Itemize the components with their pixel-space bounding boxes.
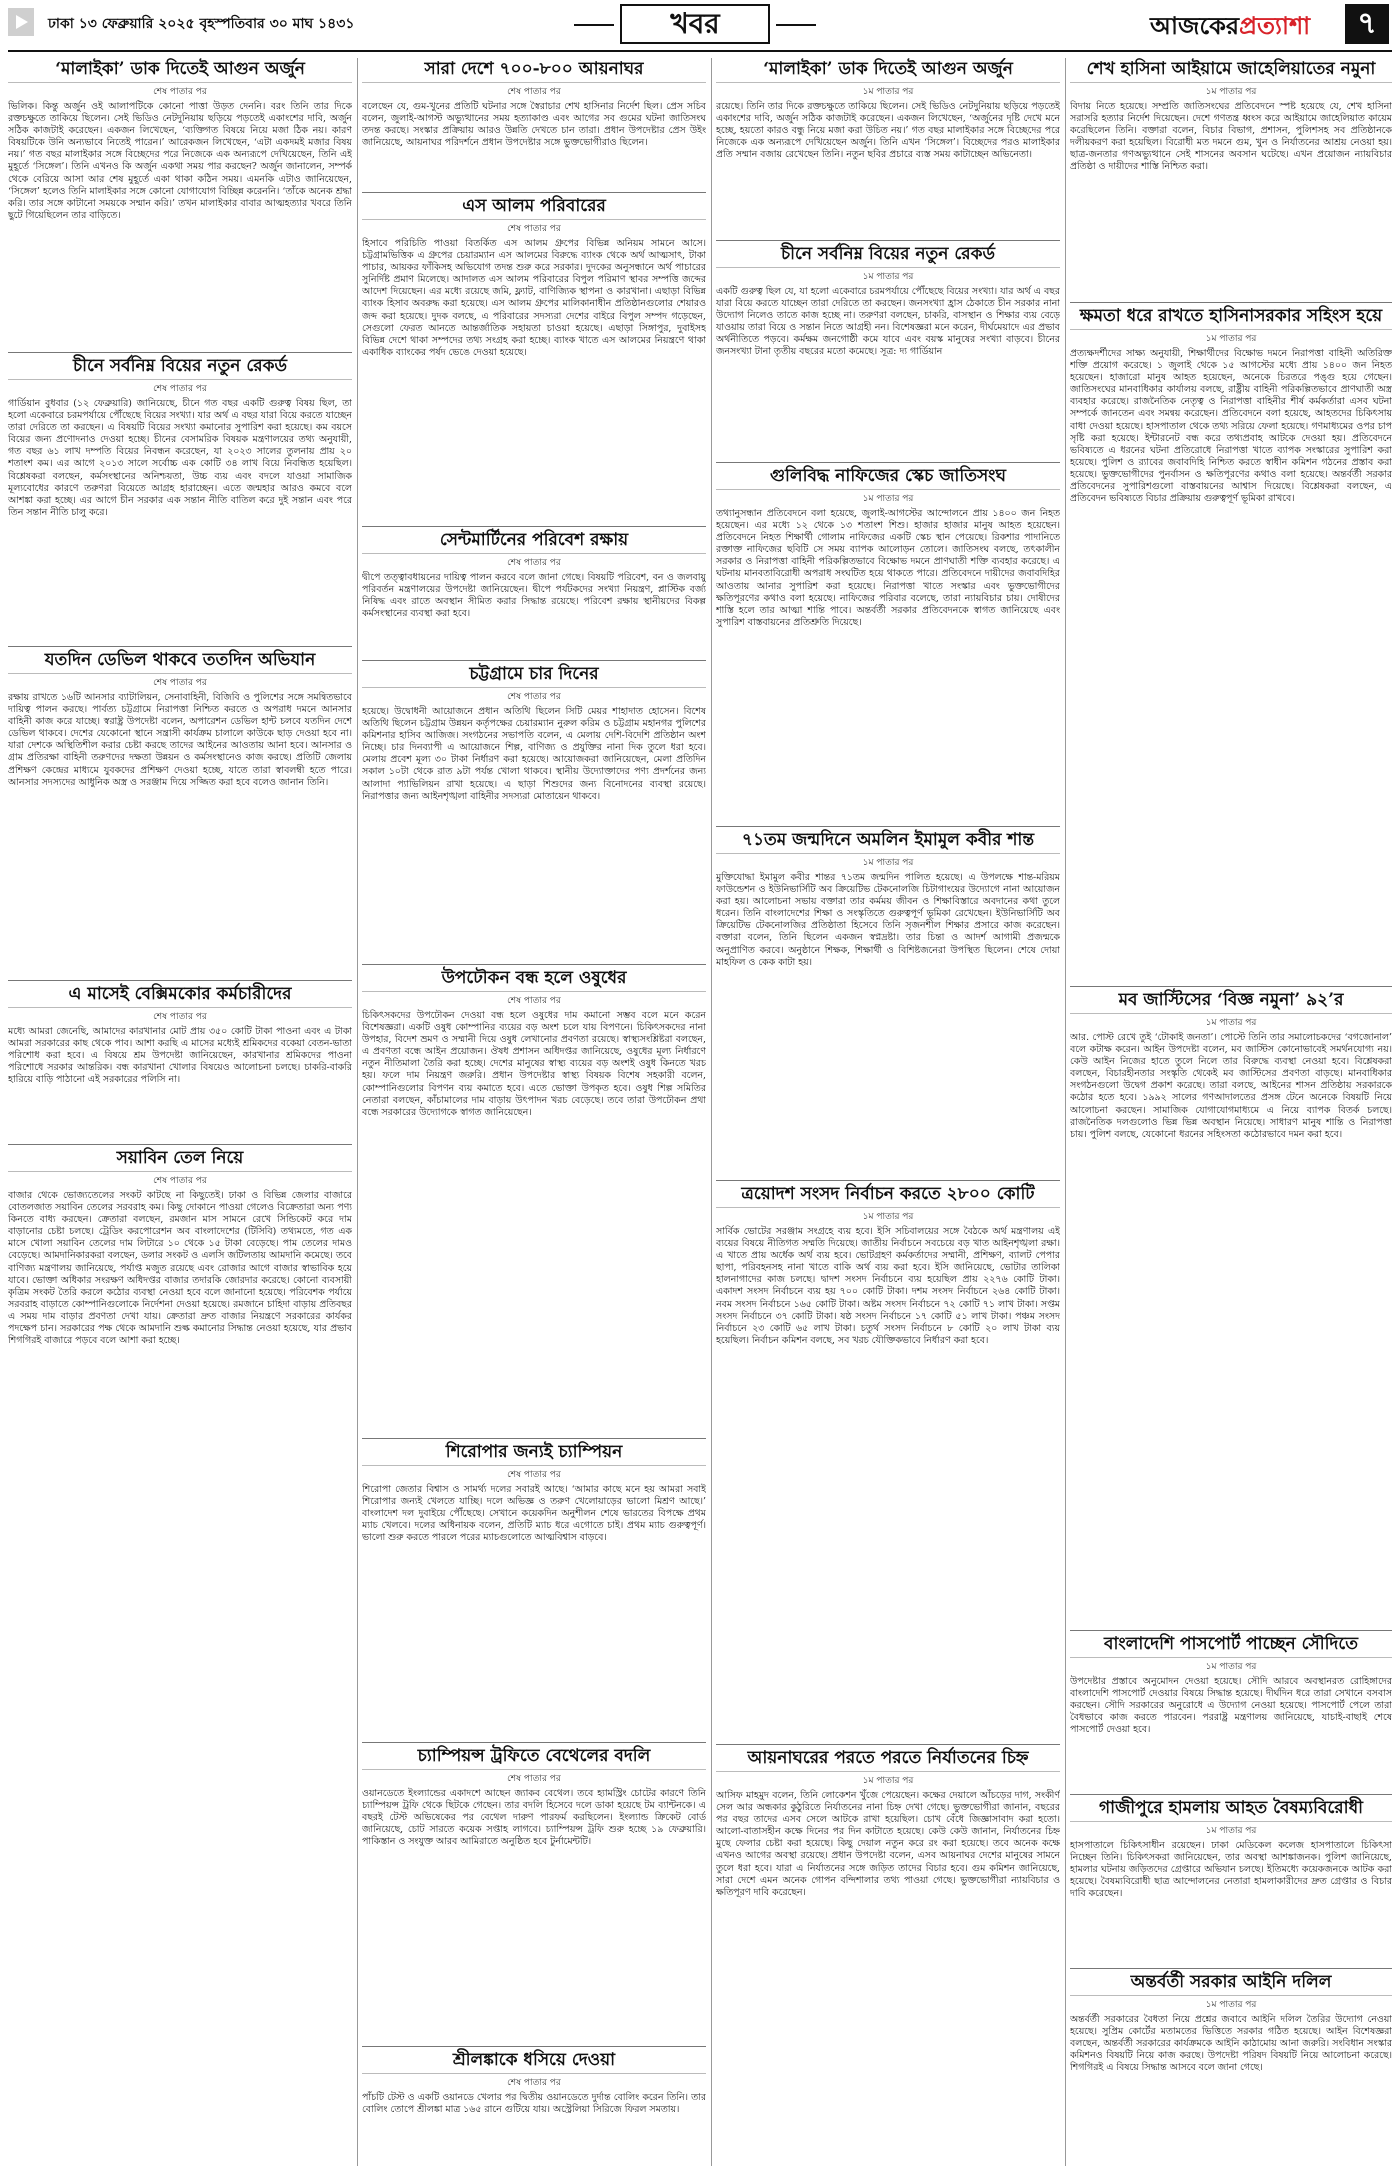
column-4 [1070,58,1392,2166]
column-divider [357,58,358,2166]
story-text: সার্বিক ভোটের সরঞ্জাম সংগ্রহে ব্যয় হবে। ইসি সচিবালয়ের সঙ্গে বৈঠকে অর্থ মন্ত্রণালয় এই ব্যয়ের বিষয়ে নীতিগত সম্মতি দিয়েছে। জাতীয় নির্বাচনে সবচেয়ে বড় খাত আইনশৃঙ্খলা রক্ষা। এ খাতে প্রায় অর্ধেক অর্থ ব্যয় হবে। ভোটগ্রহণ কর্মকর্তাদের সম্মানী, প্রশিক্ষণ, ব্যালট পেপার ছাপা, পরিবহনসহ নানা খাতে বাকি অর্থ ব্যয় করা হবে। ইসি জানিয়েছে, ভোটার তালিকা হালনাগাদের কাজ চলছে। দ্বাদশ সংসদ নির্বাচনে ব্যয় হয়েছিল প্রায় ২২৭৬ কোটি টাকা। একাদশ সংসদ নির্বাচনে ব্যয় হয় ৭০০ কোটি টাকা। দশম সংসদ নির্বাচনে ২৬৪ কোটি টাকা। নবম সংসদ নির্বাচনে ১৬৫ কোটি টাকা। অষ্টম সংসদ নির্বাচনে ৭২ কোটি ৭১ লাখ টাকা। সপ্তম সংসদ নির্বাচনে ৩৭ কোটি টাকা। ষষ্ঠ সংসদ নির্বাচনে ১৭ কোটি ৫১ লাখ টাকা। পঞ্চম সংসদ নির্বাচনে ২৩ কোটি ৬৫ লাখ টাকা। চতুর্থ সংসদ নির্বাচনে ৮ কোটি ২০ লাখ টাকা ব্যয় হয়েছিল। নির্বাচন কমিশন বলছে, সব খরচ যৌক্তিকভাবে নির্ধারণ করা হবে। [716,1226,1060,1346]
continued-label: শেষ পাতার পর [507,87,561,97]
continued-label: শেষ পাতার পর [153,87,207,97]
story-champions[interactable] [362,1742,706,2042]
page-arrow-icon[interactable] [8,8,34,36]
story-china-2[interactable] [716,240,1060,458]
headline[interactable]: চ্যাম্পিয়ন্স ট্রফিতে বেথেলের বদলি [362,1745,706,1770]
story-malaika-1[interactable] [8,58,352,348]
continued-label: ১ম পাতার পর [862,1212,914,1222]
date-line: ঢাকা ১৩ ফেব্রুয়ারি ২০২৫ বৃহস্পতিবার ৩০ মাঘ ১৪৩১ [48,16,355,32]
continued-label: শেষ পাতার পর [507,1774,561,1784]
story-china-1[interactable] [8,352,352,642]
headline[interactable]: এ মাসেই বেক্সিমকোর কর্মচারীদের [8,983,352,1008]
story-text: হয়েছে। উদ্বোধনী আয়োজনে প্রধান অতিথি ছিলেন সিটি মেয়র শাহাদাত হোসেন। বিশেষ অতিথি ছিলেন চট্টগ্রাম উন্নয়ন কর্তৃপক্ষের চেয়ারম্যান নুরুল করিম ও চট্টগ্রাম মহানগর পুলিশের কমিশনার হাসিব আজিজ। সংগঠনের সভাপতি বলেন, এ মেলায় দেশি-বিদেশি প্রতিষ্ঠান অংশ নিচ্ছে। চার দিনব্যাপী এ আয়োজনে শিল্প, বাণিজ্য ও প্রযুক্তির নানা দিক তুলে ধরা হবে। মেলায় প্রবেশ মূল্য ৩০ টাকা নির্ধারণ করা হয়েছে। আয়োজকরা জানিয়েছেন, মেলা প্রতিদিন সকাল ১০টা থেকে রাত ৯টা পর্যন্ত খোলা থাকবে। স্থানীয় উদ্যোক্তাদের পণ্য প্রদর্শনের জন্য আলাদা প্যাভিলিয়ন রাখা হয়েছে। এ ছাড়া শিশুদের জন্য বিনোদনের ব্যবস্থা রয়েছে। নিরাপত্তার জন্য আইনশৃঙ্খলা বাহিনীর সদস্যরা মোতায়েন থাকবে। [362,706,706,802]
story-text: ওয়ানডেতে ইংল্যান্ডের একাদশে আছেন জ্যাকব বেথেল। তবে হ্যামস্ট্রিং চোটের কারণে তিনি চ্যাম্পিয়ন্স ট্রফি থেকে ছিটকে গেছেন। তার বদলি হিসেবে দলে ডাকা হয়েছে টম ব্যান্টনকে। এ বছরই টেস্ট অভিষেকের পর বেথেল দারুণ পারফর্ম করছিলেন। ইংল্যান্ড ক্রিকেট বোর্ড জানিয়েছে, চোট সারতে কয়েক সপ্তাহ লাগবে। চ্যাম্পিয়ন্স ট্রফি শুরু হচ্ছে ১৯ ফেব্রুয়ারি। পাকিস্তান ও সংযুক্ত আরব আমিরাতে অনুষ্ঠিত হবে টুর্নামেন্টটি। [362,1788,706,1848]
page-number: ৭ [1345,4,1389,44]
headline[interactable]: গুলিবিদ্ধ নাফিজের স্কেচ জাতিসংঘ [716,465,1060,490]
headline[interactable]: আয়নাঘরের পরতে পরতে নির্যাতনের চিহ্ন [716,1747,1060,1772]
headline[interactable]: শেখ হাসিনা আইয়ামে জাহেলিয়াতের নমুনা [1070,58,1392,83]
headline[interactable]: গাজীপুরে হামলায় আহত বৈষম্যবিরোধী [1070,1797,1392,1822]
logo-main: আজকের [1150,11,1240,40]
headline[interactable]: শ্রীলঙ্কাকে ধসিয়ে দেওয়া [362,2049,706,2074]
continued-label: ১ম পাতার পর [1205,1662,1257,1672]
headline[interactable]: অন্তর্বর্তী সরকার আইনি দলিল [1070,1971,1392,1996]
story-text: দ্বীপে তত্ত্বাবধায়নের দায়িত্ব পালন করবে বলে জানা গেছে। বিষয়টি পরিবেশ, বন ও জলবায়ু পরিবর্তন মন্ত্রণালয়ের উপদেষ্টা জানিয়েছেন। দ্বীপে পর্যটকদের সংখ্যা নিয়ন্ত্রণ, প্লাস্টিক বর্জ্য নিষিদ্ধ এবং রাতে অবস্থান সীমিত করার সিদ্ধান্ত রয়েছে। পরিবেশ রক্ষায় স্থানীয়দের বিকল্প কর্মসংস্থানের ব্যবস্থা করা হবে। [362,572,706,620]
headline[interactable]: শিরোপার জন্যই চ্যাম্পিয়ন [362,1441,706,1466]
story-passport[interactable] [1070,1630,1392,1790]
story-text: তথ্যানুসন্ধান প্রতিবেদনে বলা হয়েছে, জুলাই-আগস্টের আন্দোলনে প্রায় ১৪০০ জন নিহত হয়েছেন। এর মধ্যে ১২ থেকে ১৩ শতাংশ শিশু। হাজার হাজার মানুষ আহত হয়েছেন। প্রতিবেদনে নিহত শিক্ষার্থী গোলাম নাফিজের একটি স্কেচ স্থান পেয়েছে। রিকশার পাদানিতে রক্তাক্ত নাফিজের ছবিটি সে সময় ব্যাপক আলোড়ন তোলে। জাতিসংঘ বলছে, তৎকালীন সরকার ও নিরাপত্তা বাহিনী পরিকল্পিতভাবে বিক্ষোভ দমনে প্রাণঘাতী শক্তি ব্যবহার করেছে। এ ঘটনায় মানবতাবিরোধী অপরাধ সংঘটিত হয়ে থাকতে পারে। প্রতিবেদনে দায়ীদের জবাবদিহির আওতায় আনার সুপারিশ করা হয়েছে। নিরাপত্তা খাতে সংস্কার এবং ভুক্তভোগীদের ক্ষতিপূরণের কথাও বলা হয়েছে। নাফিজের পরিবার বলেছে, তারা ন্যায়বিচার চায়। দোষীদের শাস্তি হলে তার আত্মা শান্তি পাবে। অন্তর্বর্তী সরকার প্রতিবেদনকে স্বাগত জানিয়েছে এবং সুপারিশ বাস্তবায়নের প্রতিশ্রুতি দিয়েছে। [716,508,1060,628]
headline[interactable]: চট্টগ্রামে চার দিনের [362,663,706,688]
continued-label: ১ম পাতার পর [1205,2000,1257,2010]
headline[interactable]: ত্রয়োদশ সংসদ নির্বাচন করতে ২৮০০ কোটি [716,1183,1060,1208]
headline[interactable]: চীনে সর্বনিম্ন বিয়ের নতুন রেকর্ড [8,355,352,380]
story-text: রক্ষায় রাখতে ১৬টি আনসার ব্যাটালিয়ন, সেনাবাহিনী, বিজিবি ও পুলিশের সঙ্গে সমন্বিতভাবে দায়িত্ব পালন করছে। পার্বত্য চট্টগ্রামে নিরাপত্তা নিশ্চিত করতে ও অপরাধ দমনে আনসার বাহিনী কাজ করে যাচ্ছে। স্বরাষ্ট্র উপদেষ্টা বলেন, অপারেশন ডেভিল হান্ট চলবে যতদিন দেশে ডেভিল থাকবে। দেশের যেকোনো স্থানে সন্ত্রাসী কার্যক্রম চালালে কাউকে ছাড় দেওয়া হবে না। যারা দেশকে অস্থিতিশীল করার চেষ্টা করছে তাদের আইনের আওতায় আনা হবে। আনসার ও গ্রাম প্রতিরক্ষা বাহিনী তরুণদের দক্ষতা উন্নয়ন ও কর্মসংস্থানেও কাজ করছে। প্রতিটি জেলায় প্রশিক্ষণ কেন্দ্রের মাধ্যমে যুবকদের প্রশিক্ষণ দেওয়া হচ্ছে, যাতে তারা স্বাবলম্বী হতে পারে। আনসার সদস্যদের আধুনিক অস্ত্র ও সরঞ্জাম দিয়ে সজ্জিত করা হবে বলেও জানান তিনি। [8,692,352,788]
story-hasina-rule[interactable] [1070,58,1392,298]
story-kabir[interactable] [716,826,1060,1176]
continued-label: শেষ পাতার পর [507,996,561,1006]
story-text: হাসপাতালে চিকিৎসাধীন রয়েছেন। ঢাকা মেডিকেল কলেজ হাসপাতালে চিকিৎসা নিচ্ছেন তিনি। চিকিৎসকরা জানিয়েছেন, তার অবস্থা আশঙ্কাজনক। পুলিশ জানিয়েছে, হামলার ঘটনায় জড়িতদের গ্রেপ্তারে অভিযান চলছে। ইতিমধ্যে কয়েকজনকে আটক করা হয়েছে। বৈষম্যবিরোধী ছাত্র আন্দোলনের নেতারা হামলাকারীদের দ্রুত গ্রেপ্তার ও বিচার দাবি করেছেন। [1070,1840,1392,1900]
story-s-alam[interactable] [362,192,706,522]
story-medicine[interactable] [362,964,706,1434]
continued-label: ১ম পাতার পর [1205,87,1257,97]
story-text: আসিফ মাহমুদ বলেন, তিনি লোকেশন খুঁজে পেয়েছেন। কক্ষের দেয়ালে আঁচড়ের দাগ, সংকীর্ণ সেল আর অন্ধকার কুঠুরিতে নির্যাতনের নানা চিহ্ন দেখা গেছে। ভুক্তভোগীরা জানান, বছরের পর বছর তাদের এসব সেলে আটকে রাখা হয়েছিল। চোখ বেঁধে জিজ্ঞাসাবাদ করা হতো। আলো-বাতাসহীন কক্ষে দিনের পর দিন কাটাতে হয়েছে। কেউ কেউ জানান, নির্যাতনের চিহ্ন মুছে ফেলার চেষ্টা করা হয়েছে। কিছু দেয়াল নতুন করে রং করা হয়েছে। তবে অনেক কক্ষে এখনও আগের অবস্থা রয়েছে। প্রধান উপদেষ্টা বলেন, এসব আয়নাঘর দেশের মানুষের সামনে তুলে ধরা হবে। যারা এ নির্যাতনের সঙ্গে জড়িত তাদের বিচার হবে। গুম কমিশন জানিয়েছে, সারা দেশে এমন অনেক গোপন বন্দিশালার তথ্য পাওয়া গেছে। ভুক্তভোগীরা ন্যায়বিচার ও ক্ষতিপূরণ দাবি করেছেন। [716,1790,1060,1898]
story-text: অন্তর্বর্তী সরকারের বৈধতা নিয়ে প্রশ্নের জবাবে আইনি দলিল তৈরির উদ্যোগ নেওয়া হয়েছে। সুপ্রিম কোর্টের মতামতের ভিত্তিতে সরকার গঠিত হয়েছে। আইন বিশেষজ্ঞরা বলছেন, অন্তর্বর্তী সরকারের কার্যক্রমকে আইনি কাঠামোয় আনা জরুরি। সংবিধান সংস্কার কমিশনও বিষয়টি নিয়ে কাজ করছে। উপদেষ্টা পরিষদ বিষয়টি নিয়ে আলোচনা করেছে। শিগগিরই এ বিষয়ে সিদ্ধান্ত আসবে বলে জানা গেছে। [1070,2014,1392,2074]
headline[interactable]: এস আলম পরিবারের [362,195,706,220]
story-aynaghor[interactable] [362,58,706,188]
continued-label: শেষ পাতার পর [507,1470,561,1480]
story-srilanka[interactable] [362,2046,706,2166]
story-text: প্রত্যক্ষদর্শীদের সাক্ষ্য অনুযায়ী, শিক্ষার্থীদের বিক্ষোভ দমনে নিরাপত্তা বাহিনী অতিরিক্ত শক্তি প্রয়োগ করেছে। ১ জুলাই থেকে ১৫ আগস্টের মধ্যে প্রায় ১৪০০ জন নিহত হয়েছেন। হাজারো মানুষ আহত হয়েছেন, অনেকে চিরতরে পঙ্গু হয়ে গেছেন। জাতিসংঘের মানবাধিকার কার্যালয় বলছে, রাষ্ট্রীয় বাহিনী পরিকল্পিতভাবে প্রাণঘাতী অস্ত্র ব্যবহার করেছে। রাজনৈতিক নেতৃত্ব ও নিরাপত্তা বাহিনীর শীর্ষ কর্মকর্তারা এসব ঘটনা সম্পর্কে জানতেন এবং সমন্বয় করেছেন। প্রতিবেদনে বলা হয়েছে, আহতদের চিকিৎসায় বাধা দেওয়া হয়েছে। হাসপাতাল থেকে তথ্য সরিয়ে ফেলা হয়েছে। গণমাধ্যমের ওপর চাপ সৃষ্টি করা হয়েছে। ইন্টারনেট বন্ধ করে তথ্যপ্রবাহ আটকে দেওয়া হয়। প্রতিবেদনে ভবিষ্যতে এ ধরনের ঘটনা প্রতিরোধে নিরাপত্তা খাতে ব্যাপক সংস্কারের সুপারিশ করা হয়েছে। পুলিশ ও র‍্যাবের জবাবদিহি নিশ্চিত করতে স্বাধীন কমিশন গঠনের প্রস্তাব করা হয়েছে। ভুক্তভোগীদের পুনর্বাসন ও ক্ষতিপূরণের কথাও বলা হয়েছে। অন্তর্বর্তী সরকার প্রতিবেদনের সুপারিশগুলো বাস্তবায়নের আশ্বাস দিয়েছে। বিশ্লেষকরা বলছেন, এ প্রতিবেদন ভবিষ্যতে বিচার প্রক্রিয়ায় গুরুত্বপূর্ণ ভূমিকা রাখবে। [1070,348,1392,505]
story-gazipur[interactable] [1070,1794,1392,1964]
logo-accent: প্রত্যাশা [1239,11,1311,40]
story-election[interactable] [716,1180,1060,1740]
column-1 [8,58,352,2166]
story-ctg[interactable] [362,660,706,960]
headline[interactable]: ‘মালাইকা’ ডাক দিতেই আগুন অর্জুন [716,58,1060,83]
story-bextex[interactable] [8,980,352,1140]
story-text: গার্ডিয়ান বুধবার (১২ ফেব্রুয়ারি) জানিয়েছে, চীনে গত বছর একটি গুরুত্ব বিষয় ছিল, তা হলো একেবারে চরমপর্যায়ে পৌঁছেছে বিয়ের সংখ্যা। যার অর্থ এ বছর যারা বিয়ে করতে যাচ্ছেন তারা দেরিতে তা করছেন। এ বিষয়টি বিয়ের সংখ্যা কমানোর সুপারিশ করা হয়েছে। কম বয়সে বিয়ের জন্য প্রণোদনাও দেওয়া হচ্ছে। চীনের বেসামরিক বিষয়ক মন্ত্রণালয়ের তথ্য অনুযায়ী, গত বছর ৬১ লাখ দম্পতি বিয়ের নিবন্ধন করেছেন, যা ২০২৩ সালের তুলনায় প্রায় ২০ শতাংশ কম। এর আগে ২০১৩ সালে সর্বোচ্চ এক কোটি ৩৪ লাখ বিয়ে নিবন্ধিত হয়েছিল। বিশ্লেষকরা বলছেন, কর্মসংস্থানের অনিশ্চয়তা, উচ্চ ব্যয় এবং বদলে যাওয়া সামাজিক মূল্যবোধের কারণে তরুণরা বিয়েতে আগ্রহ হারাচ্ছেন। এতে জন্মহার আরও কমবে বলে আশঙ্কা করা হচ্ছে। এর আগে চীন সরকার এক সন্তান নীতি বাতিল করে দুই সন্তান এবং পরে তিন সন্তান নীতি চালু করে। [8,398,352,518]
continued-label: ১ম পাতার পর [1205,1018,1257,1028]
headline[interactable]: ৭১তম জন্মদিনে অমলিন ইমামুল কবীর শান্ত [716,829,1060,854]
story-text: একটি গুরুত্ব ছিল যে, যা হলো একেবারে চরমপর্যায়ে পৌঁছেছে বিয়ের সংখ্যা। যার অর্থ এ বছর যারা বিয়ে করতে যাচ্ছেন তারা দেরিতে তা করছেন। জনসংখ্যা হ্রাস ঠেকাতে চীন সরকার নানা উদ্যোগ নিলেও তাতে কাজ হচ্ছে না। তরুণরা বলছেন, চাকরি, বাসস্থান ও শিক্ষার ব্যয় বেড়ে যাওয়ায় তারা বিয়ে ও সন্তান নিতে আগ্রহী নন। বিশেষজ্ঞরা মনে করেন, দীর্ঘমেয়াদে এর প্রভাব অর্থনীতিতে পড়বে। কর্মক্ষম জনগোষ্ঠী কমে যাবে এবং বয়স্ক মানুষের সংখ্যা বাড়বে। চীনের জনসংখ্যা টানা তৃতীয় বছরের মতো কমেছে। সূত্র: দ্য গার্ডিয়ান [716,286,1060,358]
headline[interactable]: বাংলাদেশি পাসপোর্ট পাচ্ছেন সৌদিতে [1070,1633,1392,1658]
masthead [0,0,1400,52]
story-interim[interactable] [1070,1968,1392,2166]
headline[interactable]: উপঢৌকন বন্ধ হলে ওষুধের [362,967,706,992]
section-title: খবর [620,4,770,44]
continued-label: ১ম পাতার পর [862,272,914,282]
story-un[interactable] [716,462,1060,822]
story-text: আর. পোস্ট রেখে তুই ‘টোকাই জনতা’। পোস্টে তিনি তার সমালোচকদের ‘বগজোনাল’ বলে কটাক্ষ করেন। আইন উপদেষ্টা বলেন, মব জাস্টিস কোনোভাবেই সমর্থনযোগ্য নয়। কেউ আইন নিজের হাতে তুলে নিলে তার বিরুদ্ধে ব্যবস্থা নেওয়া হবে। বিশ্লেষকরা বলছেন, বিচারহীনতার সংস্কৃতি থেকেই মব জাস্টিসের প্রবণতা বাড়ছে। মানবাধিকার সংগঠনগুলো উদ্বেগ প্রকাশ করেছে। তারা বলছে, আইনের শাসন প্রতিষ্ঠায় সরকারকে কঠোর হতে হবে। ১৯৯২ সালের গণআদালতের প্রসঙ্গ টেনে অনেকে বিষয়টি নিয়ে আলোচনা করছেন। সামাজিক যোগাযোগমাধ্যমে এ নিয়ে ব্যাপক বিতর্ক চলছে। রাজনৈতিক দলগুলোও ভিন্ন ভিন্ন অবস্থান নিয়েছে। সাধারণ মানুষ শান্তি ও নিরাপত্তা চায়। পুলিশ বলছে, যেকোনো ধরনের সহিংসতা কঠোরভাবে দমন করা হবে। [1070,1032,1392,1140]
story-justice[interactable] [1070,986,1392,1626]
column-2 [362,58,706,2166]
continued-label: শেষ পাতার পর [153,384,207,394]
story-text: বিদায় নিতে হয়েছে। সম্প্রতি জাতিসংঘের প্রতিবেদনে স্পষ্ট হয়েছে যে, শেখ হাসিনা সরাসরি হত্যার নির্দেশ দিয়েছেন। দেশে গণতন্ত্র ধ্বংস করে আইয়ামে জাহেলিয়াত কায়েম করেছিলেন তিনি। বক্তারা বলেন, বিচার বিভাগ, প্রশাসন, পুলিশসহ সব প্রতিষ্ঠানকে দলীয়করণ করা হয়েছিল। বিরোধী মত দমনে গুম, খুন ও নির্যাতনের আশ্রয় নেওয়া হয়। ছাত্র-জনতার গণঅভ্যুত্থানে সেই শাসনের অবসান ঘটেছে। এখন প্রয়োজন ন্যায়বিচার প্রতিষ্ঠা ও দায়ীদের শাস্তি নিশ্চিত করা। [1070,101,1392,173]
story-text: ভিলিক। কিন্তু অর্জুন ওই আলাপটিকে কোনো পাত্তা উড়ত দেননি। বরং তিনি তার দিকে রক্তচক্ষুতে তাকিয়ে ছিলেন। সেই ভিডিও নেটদুনিয়ায় ছড়িয়ে পড়তেই একাংশের দাবি, অর্জুন সঠিক কাজটাই করেছেন। একজন লিখেছেন, ‘ব্যক্তিগত বিষয়ে নিয়ে মজা ঠিক নয়। কারণ বিষয়টিকে উনি অন্যভাবে নিতেই পারেন।’ আরেকজন লিখেছেন, ‘এটা একদমই মজার বিষয় নয়।’ গত বছর মালাইকার সঙ্গে বিচ্ছেদের পরে নিজেকে এক অন্যরূপে দেখিয়েছেন, তিনি এই মুহূর্তে ‘সিঙ্গেল’। তিনি এখনও কি অর্জুন একথা সময় পার করছেন? অর্জুন জানালেন, সম্পর্ক থেকে বেরিয়ে আসা আর শেষ মুহূর্তে একা থাকা কঠিন সময়। এমনকি এটাও জানিয়েছেন, ‘সিঙ্গেল’ হলেও তিনি মালাইকার সঙ্গে কোনো যোগাযোগ বিচ্ছিন্ন করেননি। ‘তাঁকে অনেক শ্রদ্ধা করি। তার সঙ্গে কাটানো সময়কে সম্মান করি।’ তখন মালাইকার বাবার আত্মহত্যার খবরে তিনি ছুটে গিয়েছিলেন তার বাড়িতে। [8,101,352,221]
continued-label: ১ম পাতার পর [862,858,914,868]
continued-label: ১ম পাতার পর [862,87,914,97]
continued-label: শেষ পাতার পর [507,224,561,234]
continued-label: শেষ পাতার পর [507,692,561,702]
story-text: হিসাবে পরিচিতি পাওয়া বিতর্কিত এস আলম গ্রুপের বিভিন্ন অনিয়ম সামনে আসে। চট্টগ্রামভিত্তিক এ গ্রুপের চেয়ারম্যান এস আলমের বিরুদ্ধে ব্যাংক থেকে অর্থ আত্মসাৎ, টাকা পাচার, আয়কর ফাঁকিসহ অভিযোগ তদন্ত শুরু করে সরকার। দুদকের অনুসন্ধানে অর্থ পাচারের সুনির্দিষ্ট প্রমাণ মিলেছে। আদালত এস আলম পরিবারের বিপুল পরিমাণ স্থাবর সম্পত্তি জব্দের আদেশ দিয়েছেন। এর মধ্যে রয়েছে জমি, ফ্ল্যাট, বাণিজ্যিক স্থাপনা ও কারখানা। এছাড়া বিভিন্ন ব্যাংক হিসাব অবরুদ্ধ করা হয়েছে। এস আলম গ্রুপের মালিকানাধীন প্রতিষ্ঠানগুলোর শেয়ারও জব্দ করা হয়েছে। দুদক বলছে, এ পরিবারের সদস্যরা দেশের বাইরে বিপুল সম্পদ গড়েছেন, সেগুলো ফেরত আনতে আন্তর্জাতিক সহায়তা চাওয়া হয়েছে। এছাড়া সিঙ্গাপুর, দুবাইসহ বিভিন্ন দেশে থাকা সম্পদের তথ্য সংগ্রহ করা হচ্ছে। ব্যাংক খাতে এস আলমের নিয়ন্ত্রণে থাকা একাধিক ব্যাংকের পর্ষদ ভেঙে দেওয়া হয়েছে। [362,238,706,358]
continued-label: শেষ পাতার পর [153,1012,207,1022]
story-st-martin[interactable] [362,526,706,656]
headline[interactable]: সয়াবিন তেল নিয়ে [8,1147,352,1172]
story-text: মুক্তিযোদ্ধা ইমামুল কবীর শান্তর ৭১তম জন্মদিন পালিত হয়েছে। এ উপলক্ষে শান্ত-মরিয়ম ফাউন্ডেশন ও ইউনিভার্সিটি অব ক্রিয়েটিভ টেকনোলজি চিটাগাংয়ের উদ্যোগে নানা আয়োজন করা হয়। আলোচনা সভায় বক্তারা তার কর্মময় জীবন ও শিক্ষাবিস্তারে অবদানের কথা তুলে ধরেন। তিনি বাংলাদেশের শিক্ষা ও সংস্কৃতিতে গুরুত্বপূর্ণ ভূমিকা রেখেছেন। ইউনিভার্সিটি অব ক্রিয়েটিভ টেকনোলজির প্রতিষ্ঠাতা হিসেবে তিনি সৃজনশীল শিক্ষার প্রসারে কাজ করেছেন। বক্তারা বলেন, তিনি ছিলেন একজন স্বপ্নদ্রষ্টা। তার চিন্তা ও আদর্শ আগামী প্রজন্মকে অনুপ্রাণিত করবে। অনুষ্ঠানে শিক্ষক, শিক্ষার্থী ও বিশিষ্টজনেরা উপস্থিত ছিলেন। শেষে দোয়া মাহফিল ও কেক কাটা হয়। [716,872,1060,968]
story-power[interactable] [1070,302,1392,982]
column-divider [711,58,712,2166]
newspaper-logo [1150,8,1310,48]
continued-label: ১ম পাতার পর [862,1776,914,1786]
story-torture[interactable] [716,1744,1060,2166]
headline[interactable]: ‘মালাইকা’ ডাক দিতেই আগুন অর্জুন [8,58,352,83]
column-divider [1065,58,1066,2166]
header-rule [8,50,1392,52]
continued-label: ১ম পাতার পর [1205,334,1257,344]
story-soybean[interactable] [8,1144,352,2166]
story-text: বলেছেন যে, গুম-খুনের প্রতিটি ঘটনার সঙ্গে স্বৈরাচার শেখ হাসিনার নির্দেশ ছিল। প্রেস সচিব বলেন, জুলাই-আগস্ট অভ্যুত্থানের সময় হত্যাকাণ্ড এবং আগের সব গুমের ঘটনা জাতিসংঘ তদন্ত করছে। সংস্কার প্রক্রিয়ায় আরও উন্নতি দেখতে চান তারা। প্রধান উপদেষ্টার প্রেস উইং জানিয়েছে, আয়নাঘর পরিদর্শনে প্রধান উপদেষ্টার সঙ্গে ভুক্তভোগীরাও ছিলেন। [362,101,706,149]
story-text: রয়েছে। তিনি তার দিকে রক্তচক্ষুতে তাকিয়ে ছিলেন। সেই ভিডিও নেটদুনিয়ায় ছড়িয়ে পড়তেই একাংশের দাবি, অর্জুন সঠিক কাজটাই করেছেন। একজন লিখেছেন, ‘অর্জুনের দৃষ্টি দেখে মনে হচ্ছে, হয়তো কারও বন্ধু নিয়ে মজা করা উচিত নয়।’ গত বছর মালাইকার সঙ্গে বিচ্ছেদের পরে নিজেকে এক অন্যরূপে দেখিয়েছেন অর্জুন। তিনি এখন ‘সিঙ্গেল’। বিচ্ছেদের পরও মালাইকার প্রতি সম্মান বজায় রেখেছেন তিনি। নতুন ছবির প্রচারে ব্যস্ত সময় কাটাচ্ছেন অভিনেতা। [716,101,1060,161]
continued-label: শেষ পাতার পর [153,1176,207,1186]
story-text: পাঁচটি টেস্ট ও একটি ওয়ানডে খেলার পর দ্বিতীয় ওয়ানডেতে দুর্দান্ত বোলিং করেন তিনি। তার বোলিং তোপে শ্রীলঙ্কা মাত্র ১৬৫ রানে গুটিয়ে যায়। অস্ট্রেলিয়া সিরিজে ফিরল সমতায়। [362,2092,706,2116]
headline[interactable]: ক্ষমতা ধরে রাখতে হাসিনাসরকার সহিংস হয়ে [1070,305,1392,330]
story-text: উপদেষ্টার প্রস্তাবে অনুমোদন দেওয়া হয়েছে। সৌদি আরবে অবস্থানরত রোহিঙ্গাদের বাংলাদেশি পাসপোর্ট দেওয়ার বিষয়ে সিদ্ধান্ত হয়েছে। দীর্ঘদিন ধরে তারা সেখানে বসবাস করছেন। সৌদি সরকারের অনুরোধে এ উদ্যোগ নেওয়া হয়েছে। পাসপোর্ট পেলে তারা বৈধভাবে কাজ করতে পারবেন। পররাষ্ট্র মন্ত্রণালয় জানিয়েছে, যাচাই-বাছাই শেষে পাসপোর্ট দেওয়া হবে। [1070,1676,1392,1736]
story-malaika-2[interactable] [716,58,1060,236]
continued-label: শেষ পাতার পর [153,678,207,688]
headline[interactable]: সারা দেশে ৭০০-৮০০ আয়নাঘর [362,58,706,83]
story-text: চিকিৎসকদের উপঢৌকন দেওয়া বন্ধ হলে ওষুধের দাম কমানো সম্ভব বলে মনে করেন বিশেষজ্ঞরা। একটি ওষুধ কোম্পানির ব্যয়ের বড় অংশ চলে যায় বিপণনে। চিকিৎসকদের নানা উপহার, বিদেশ ভ্রমণ ও সম্মানী দিয়ে ওষুধ লেখানোর প্রবণতা রয়েছে। স্বাস্থ্যসংশ্লিষ্টরা বলছেন, এ প্রবণতা বন্ধে আইন প্রয়োজন। ঔষধ প্রশাসন অধিদপ্তর জানিয়েছে, ওষুধের মূল্য নির্ধারণে নতুন নীতিমালা তৈরি করা হচ্ছে। দেশের মানুষের স্বাস্থ্য ব্যয়ের বড় অংশই ওষুধ কিনতে খরচ হয়। ফলে দাম নিয়ন্ত্রণ জরুরি। প্রধান উপদেষ্টার স্বাস্থ্য বিষয়ক বিশেষ সহকারী বলেন, কোম্পানিগুলোর বিপণন ব্যয় কমাতে হবে। এতে ভোক্তা উপকৃত হবে। ওষুধ শিল্প সমিতির নেতারা বলছেন, কাঁচামালের দাম বাড়ায় উৎপাদন খরচ বেড়েছে। তবে তারা উপঢৌকন প্রথা বন্ধে সরকারের উদ্যোগকে স্বাগত জানিয়েছেন। [362,1010,706,1118]
continued-label: শেষ পাতার পর [507,2078,561,2088]
column-3 [716,58,1060,2166]
story-text: শিরোপা জেতার বিশ্বাস ও সামর্থ্য দলের সবারই আছে। ‘আমার কাছে মনে হয় আমরা সবাই শিরোপার জন্যই খেলতে যাচ্ছি। দলে অভিজ্ঞ ও তরুণ খেলোয়াড়ের ভালো মিশ্রণ আছে।’ বাংলাদেশ দল দুবাইয়ে পৌঁছেছে। সেখানে কয়েকদিন অনুশীলন শেষে ভারতের বিপক্ষে প্রথম ম্যাচ খেলবে। দলের অধিনায়ক বলেন, প্রতিটি ম্যাচ ধরে এগোতে চাই। প্রথম ম্যাচ গুরুত্বপূর্ণ। ভালো শুরু করতে পারলে পরের ম্যাচগুলোতে আত্মবিশ্বাস বাড়বে। [362,1484,706,1544]
continued-label: ১ম পাতার পর [862,494,914,504]
headline[interactable]: মব জাস্টিসের ‘বিজ্ঞ নমুনা’ ৯২’র [1070,989,1392,1014]
headline[interactable]: যতদিন ডেভিল থাকবে ততদিন অভিযান [8,649,352,674]
continued-label: ১ম পাতার পর [1205,1826,1257,1836]
story-turban[interactable] [362,1438,706,1738]
story-text: বাজার থেকে ভোজ্যতেলের সংকট কাটছে না কিছুতেই। ঢাকা ও বিভিন্ন জেলার বাজারে বোতলজাত সয়াবিন তেলের সরবরাহ কম। কিছু দোকানে পাওয়া গেলেও বিক্রেতারা অন্য পণ্য কিনতে বাধ্য করছেন। ক্রেতারা বলছেন, রমজান মাস সামনে রেখে সিন্ডিকেট করে দাম বাড়ানোর চেষ্টা চলছে। ট্রেডিং করপোরেশন অব বাংলাদেশের (টিসিবি) তথ্যমতে, গত এক মাসে খোলা সয়াবিন তেলের দাম লিটারে ১০ থেকে ১৫ টাকা বেড়েছে। পাম তেলের দামও বেড়েছে। আমদানিকারকরা বলছেন, ডলার সংকট ও এলসি জটিলতায় আমদানি কমেছে। তবে বাণিজ্য মন্ত্রণালয় জানিয়েছে, পর্যাপ্ত মজুত রয়েছে এবং রোজার আগে বাজার স্বাভাবিক হয়ে যাবে। ভোক্তা অধিকার সংরক্ষণ অধিদপ্তর বাজার তদারকি জোরদার করেছে। কোনো ব্যবসায়ী কৃত্রিম সংকট তৈরি করলে কঠোর ব্যবস্থা নেওয়া হবে বলে জানানো হয়েছে। পরিবেশক পর্যায়ে সরবরাহ বাড়াতে কোম্পানিগুলোকে নির্দেশনা দেওয়া হয়েছে। রমজানে চাহিদা বাড়ায় প্রতিবছর এ সময় দাম বাড়ার প্রবণতা দেখা যায়। ক্রেতারা দ্রুত বাজার নিয়ন্ত্রণে সরকারের কার্যকর পদক্ষেপ চান। সরকারের পক্ষ থেকে আমদানি শুল্ক কমানোর সিদ্ধান্ত নেওয়া হয়েছে, যার প্রভাব শিগগিরই বাজারে পড়বে বলে আশা করা হচ্ছে। [8,1190,352,1347]
headline[interactable]: সেন্টমার্টিনের পরিবেশ রক্ষায় [362,529,706,554]
story-devil-hunt[interactable] [8,646,352,976]
story-text: মধ্যে আমরা জেনেছি, আমাদের কারখানার মোট প্রায় ৩৫০ কোটি টাকা পাওনা এবং এ টাকা আমরা সরকারের কাছ থেকে পাব। আশা করছি এ মাসের মধ্যেই শ্রমিকদের বকেয়া বেতন-ভাতা পরিশোধ করা হবে। এ বিষয়ে শ্রম উপদেষ্টা জানিয়েছেন, কারখানার শ্রমিকদের পাওনা পরিশোধে সরকার আন্তরিক। বন্ধ কারখানা খোলার বিষয়েও আলোচনা চলছে। চাকরি-বাকরি হারিয়ে বাড়ি পাঠানো এই সরকারের পলিসি না। [8,1026,352,1086]
continued-label: শেষ পাতার পর [507,558,561,568]
headline[interactable]: চীনে সর্বনিম্ন বিয়ের নতুন রেকর্ড [716,243,1060,268]
